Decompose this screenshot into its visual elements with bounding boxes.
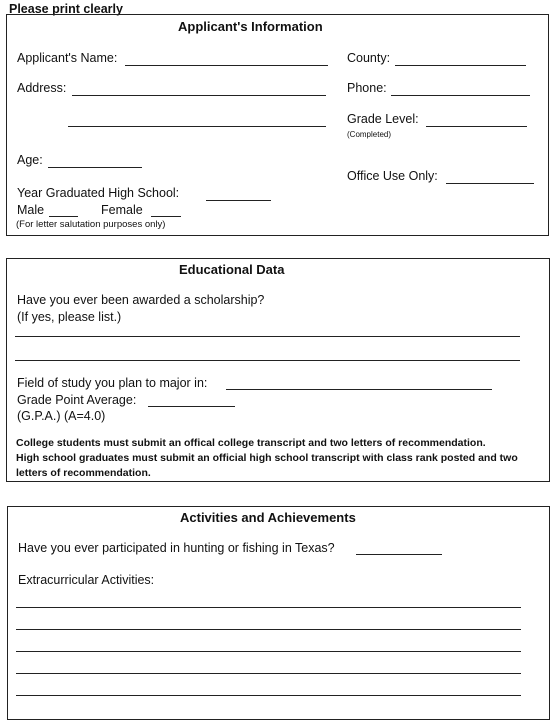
activities-title: Activities and Achievements: [180, 510, 356, 525]
office-use-field: [446, 183, 534, 184]
male-label: Male: [17, 203, 45, 217]
high-school-requirement-note: High school graduates must submit an official high school transcript with class rank posted and two letters of recommendation.: [16, 452, 518, 479]
gpa-field[interactable]: [148, 406, 235, 407]
college-requirement-note: College students must submit an offical college transcript and two letters of recommendation.: [16, 437, 486, 449]
grade-level-label: Grade Level:: [347, 112, 419, 126]
female-label: Female: [101, 203, 143, 217]
year-graduated-label: Year Graduated High School:: [17, 186, 180, 200]
hunting-question: Have you ever participated in hunting or fishing in Texas?: [18, 541, 335, 555]
phone-label: Phone:: [347, 81, 387, 95]
applicant-info-title: Applicant's Information: [178, 19, 323, 34]
salutation-note: (For letter salutation purposes only): [16, 219, 166, 230]
field-of-study-field[interactable]: [226, 389, 492, 390]
age-field[interactable]: [48, 167, 142, 168]
address-field-line-2[interactable]: [68, 126, 326, 127]
extracurricular-line-5[interactable]: [16, 695, 521, 696]
age-label: Age:: [17, 153, 43, 167]
field-of-study-label: Field of study you plan to major in:: [17, 376, 208, 390]
gpa-note: (G.P.A.) (A=4.0): [17, 409, 106, 423]
county-field[interactable]: [395, 65, 526, 66]
applicant-info-section: [6, 14, 549, 236]
applicant-name-label: Applicant's Name:: [17, 51, 118, 65]
scholarship-note: (If yes, please list.): [17, 310, 122, 324]
extracurricular-line-4[interactable]: [16, 673, 521, 674]
print-clearly-instruction: Please print clearly: [9, 2, 123, 16]
extracurricular-line-2[interactable]: [16, 629, 521, 630]
address-label: Address:: [17, 81, 67, 95]
extracurricular-label: Extracurricular Activities:: [18, 573, 155, 587]
phone-field[interactable]: [391, 95, 530, 96]
county-label: County:: [347, 51, 391, 65]
scholarship-list-line-2[interactable]: [15, 360, 520, 361]
applicant-name-field[interactable]: [125, 65, 328, 66]
activities-section: [7, 506, 550, 720]
extracurricular-line-1[interactable]: [16, 607, 521, 608]
address-field-line-1[interactable]: [72, 95, 326, 96]
grade-level-field[interactable]: [426, 126, 527, 127]
educational-data-title: Educational Data: [179, 262, 285, 277]
extracurricular-line-3[interactable]: [16, 651, 521, 652]
grade-level-note: (Completed): [347, 130, 392, 139]
gpa-label: Grade Point Average:: [17, 393, 137, 407]
year-graduated-field[interactable]: [206, 200, 271, 201]
female-field[interactable]: [151, 216, 181, 217]
office-use-label: Office Use Only:: [347, 169, 438, 183]
scholarship-question: Have you ever been awarded a scholarship?: [17, 293, 265, 307]
scholarship-list-line-1[interactable]: [15, 336, 520, 337]
male-field[interactable]: [49, 216, 78, 217]
hunting-answer-field[interactable]: [356, 554, 442, 555]
